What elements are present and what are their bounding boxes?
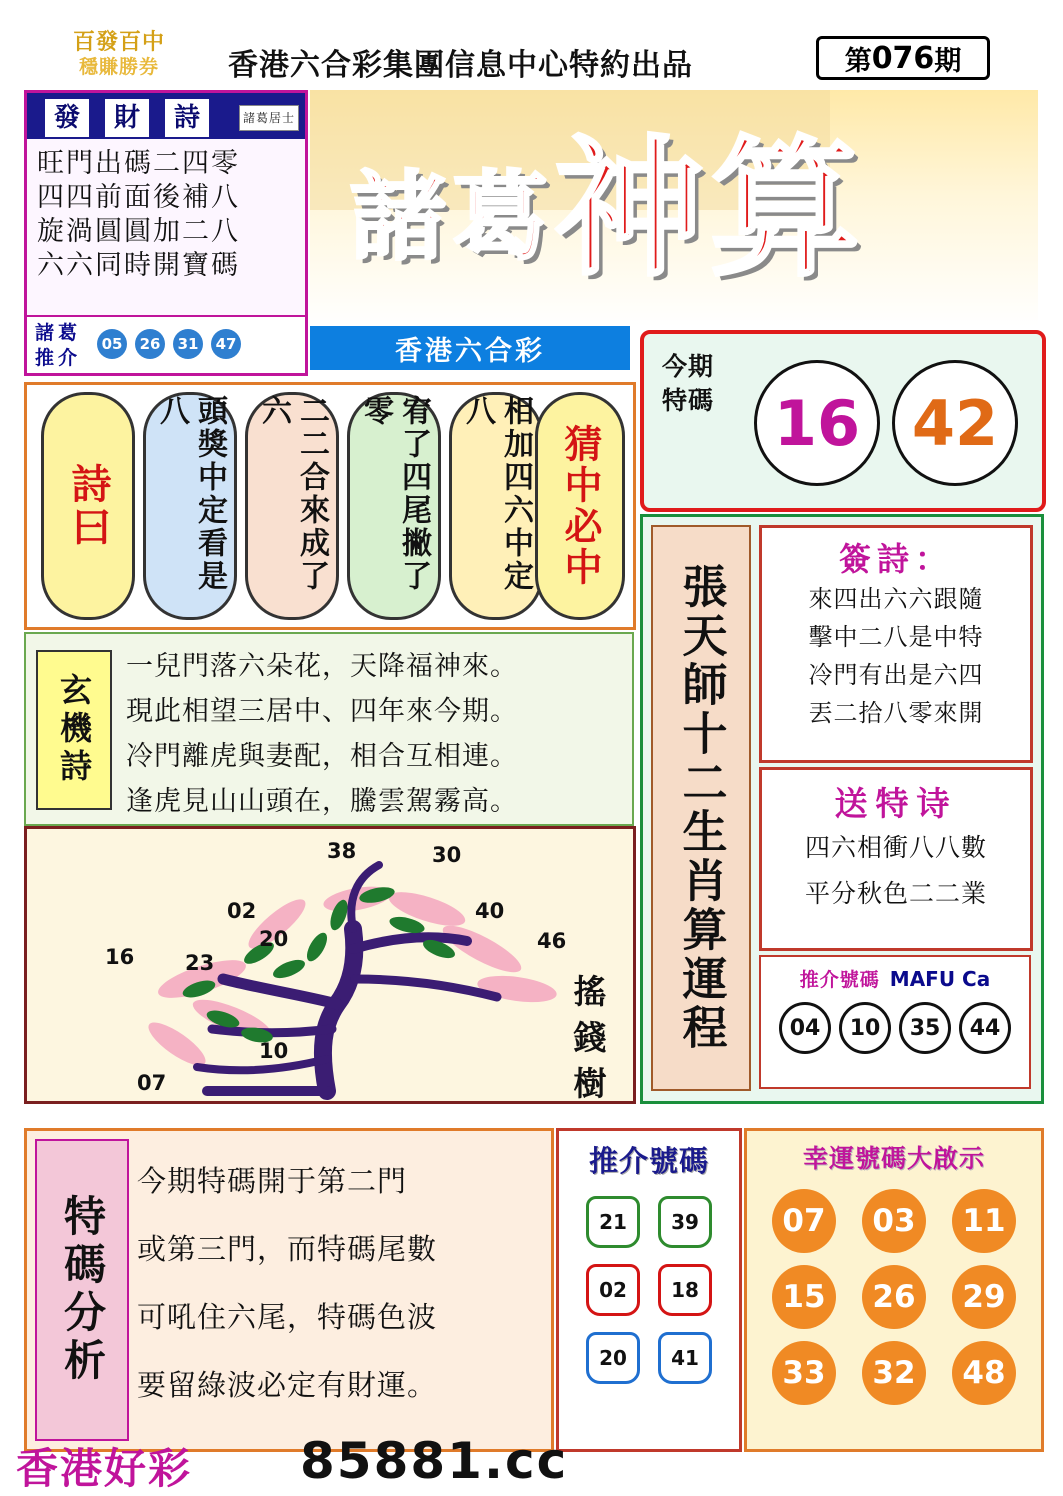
brand-logo bbox=[34, 30, 204, 80]
xuanji-label bbox=[36, 650, 112, 810]
tree-number: 38 bbox=[327, 839, 357, 863]
recommend-brand: MAFU Ca bbox=[889, 966, 991, 991]
number-ball: 04 bbox=[779, 1002, 831, 1054]
issue-suffix: 期 bbox=[934, 45, 962, 77]
number-ball: 02 bbox=[586, 1264, 640, 1316]
shi-yue-column bbox=[449, 392, 543, 620]
zhang-tianshi-panel bbox=[640, 514, 1044, 1104]
fortune-recommend-row bbox=[27, 315, 305, 373]
header bbox=[0, 0, 1063, 88]
number-ball: 39 bbox=[658, 1196, 712, 1248]
zhang-tianshi-title bbox=[651, 525, 751, 1091]
number-ball: 07 bbox=[772, 1189, 836, 1253]
xuanji-line: 現此相望三居中、四年來今期。 bbox=[126, 696, 518, 727]
qianshi-box bbox=[759, 525, 1033, 763]
shi-yue-column-text: 二二合來成了六 bbox=[256, 395, 329, 593]
fortune-title-char-2: 財 bbox=[105, 99, 149, 137]
zhang-tianshi-title-text: 張天師十二生肖算運程 bbox=[674, 563, 728, 1053]
lucky-numbers-title: 幸運號碼大啟示 bbox=[802, 1144, 985, 1173]
songteshi-box bbox=[759, 767, 1033, 951]
tree-number: 10 bbox=[259, 1039, 289, 1063]
songteshi-line: 四六相衝八八數 bbox=[804, 833, 987, 862]
special-number-label: 今期特碼 bbox=[661, 352, 714, 415]
xuanji-line: 一兒門落六朵花，天降福神來。 bbox=[126, 651, 518, 682]
logo-line-2: 穩賺勝券 bbox=[78, 56, 159, 78]
songteshi-title: 送特诗 bbox=[834, 784, 958, 823]
fortune-line: 旺門出碼二四零 bbox=[37, 148, 240, 179]
tree-number: 40 bbox=[475, 899, 505, 923]
number-ball: 11 bbox=[952, 1189, 1016, 1253]
xuanji-line: 冷門離虎與妻配，相合互相連。 bbox=[126, 741, 518, 772]
number-ball: 33 bbox=[772, 1341, 836, 1405]
number-ball: 48 bbox=[952, 1341, 1016, 1405]
number-ball: 20 bbox=[586, 1332, 640, 1384]
number-ball: 05 bbox=[97, 329, 127, 359]
fortune-recommend-label: 諸葛推介 bbox=[35, 322, 82, 369]
issue-number: 076 bbox=[871, 40, 935, 76]
qianshi-line: 丟二拾八零來開 bbox=[808, 699, 984, 727]
qianshi-line: 來四出六六跟隨 bbox=[808, 585, 984, 613]
number-ball: 26 bbox=[862, 1265, 926, 1329]
issue-badge bbox=[816, 36, 990, 80]
xuanji-line: 逢虎見山山頭在，騰雲駕霧高。 bbox=[126, 786, 518, 817]
number-ball: 41 bbox=[658, 1332, 712, 1384]
masthead-title bbox=[310, 90, 1038, 326]
qianshi-line: 擊中二八是中特 bbox=[808, 623, 984, 651]
special-number-ball: 42 bbox=[892, 360, 1018, 486]
lucky-numbers-grid bbox=[747, 1189, 1041, 1405]
issue-prefix: 第 bbox=[844, 45, 872, 77]
tema-analysis-body bbox=[137, 1147, 537, 1419]
xuanji-body bbox=[126, 644, 624, 824]
number-ball: 15 bbox=[772, 1265, 836, 1329]
shi-yue-left-cap-text: 詩曰 bbox=[65, 463, 112, 549]
shi-yue-right-cap bbox=[535, 392, 625, 620]
recommend-bottom-title: 推介號碼 bbox=[588, 1144, 709, 1178]
number-ball: 18 bbox=[658, 1264, 712, 1316]
tema-analysis-line: 或第三門，而特碼尾數 bbox=[137, 1232, 438, 1266]
fortune-poem-header bbox=[27, 93, 305, 139]
xuanji-poem-panel bbox=[24, 632, 634, 826]
recommend-bottom-row bbox=[559, 1264, 739, 1316]
fortune-poem-body bbox=[27, 139, 305, 283]
tema-analysis-line: 今期特碼開于第二門 bbox=[137, 1164, 408, 1198]
fortune-line: 六六同時開寶碼 bbox=[37, 250, 240, 281]
page-title: 香港六合彩集團信息中心特約出品 bbox=[228, 48, 693, 83]
number-ball: 29 bbox=[952, 1265, 1016, 1329]
masthead-char-1: 諸 bbox=[350, 159, 446, 273]
tema-analysis-line: 要留綠波必定有財運。 bbox=[137, 1368, 438, 1402]
shi-yue-column bbox=[143, 392, 237, 620]
fortune-poem-panel bbox=[24, 90, 308, 376]
logo-line-1: 百發百中 bbox=[72, 30, 165, 55]
number-ball: 21 bbox=[586, 1196, 640, 1248]
recommend-label: 推介號碼 bbox=[799, 969, 880, 991]
footer-watermark bbox=[0, 1432, 1063, 1492]
special-number-panel bbox=[640, 330, 1046, 512]
number-ball: 03 bbox=[862, 1189, 926, 1253]
masthead-text bbox=[350, 114, 1010, 304]
lucky-numbers-panel bbox=[744, 1128, 1044, 1452]
lottery-name-bar: 香港六合彩 bbox=[310, 326, 630, 370]
fortune-title-char-3: 詩 bbox=[165, 99, 209, 137]
xuanji-label-text: 玄機詩 bbox=[55, 673, 93, 787]
shi-yue-right-cap-text: 猜中必中 bbox=[558, 424, 603, 588]
masthead-char-2: 葛 bbox=[452, 159, 548, 273]
fortune-line: 四四前面後補八 bbox=[37, 182, 240, 213]
tree-number: 46 bbox=[537, 929, 567, 953]
number-ball: 10 bbox=[839, 1002, 891, 1054]
recommend-header bbox=[761, 965, 1029, 992]
number-ball: 26 bbox=[135, 329, 165, 359]
footer-site: 85881.cc bbox=[300, 1432, 569, 1490]
number-ball: 47 bbox=[211, 329, 241, 359]
recommend-bottom-row bbox=[559, 1332, 739, 1384]
tree-number: 23 bbox=[185, 951, 215, 975]
tree-number: 07 bbox=[137, 1071, 167, 1095]
shi-yue-column-text: 頭獎中定看是八 bbox=[154, 395, 227, 593]
footer-brand: 香港好彩 bbox=[16, 1444, 193, 1493]
songteshi-line: 平分秋色二二業 bbox=[804, 879, 987, 908]
money-tree-caption: 搖錢樹 bbox=[573, 972, 607, 1103]
recommend-numbers-box bbox=[759, 955, 1031, 1089]
shi-yue-column-text: 宥了四尾撇了零 bbox=[358, 395, 431, 593]
number-ball: 44 bbox=[959, 1002, 1011, 1054]
money-tree-panel bbox=[24, 826, 636, 1104]
shi-yue-column-text: 相加四六中定八 bbox=[460, 395, 533, 593]
fortune-author: 諸葛居士 bbox=[239, 105, 299, 131]
tree-number: 30 bbox=[432, 843, 462, 867]
tree-number: 02 bbox=[227, 899, 257, 923]
tree-number: 20 bbox=[259, 927, 289, 951]
recommend-bottom-row bbox=[559, 1196, 739, 1248]
fortune-title-char-1: 發 bbox=[45, 99, 89, 137]
number-ball: 35 bbox=[899, 1002, 951, 1054]
shi-yue-column bbox=[347, 392, 441, 620]
recommend-bottom-panel bbox=[556, 1128, 742, 1452]
tema-analysis-label-text: 特碼分析 bbox=[58, 1194, 107, 1386]
tree-number: 16 bbox=[105, 945, 135, 969]
fortune-line: 旋渦圓圓加二八 bbox=[37, 216, 240, 247]
masthead-char-4: 算 bbox=[710, 121, 861, 297]
shi-yue-panel bbox=[24, 382, 636, 630]
tema-analysis-line: 可吼住六尾，特碼色波 bbox=[137, 1300, 438, 1334]
fortune-recommend-balls bbox=[97, 329, 241, 359]
tema-analysis-label bbox=[35, 1139, 129, 1441]
number-ball: 32 bbox=[862, 1341, 926, 1405]
qianshi-line: 冷門有出是六四 bbox=[808, 661, 984, 689]
qianshi-title: 簽詩： bbox=[838, 540, 953, 578]
shi-yue-column bbox=[245, 392, 339, 620]
special-number-ball: 16 bbox=[754, 360, 880, 486]
shi-yue-left-cap bbox=[41, 392, 135, 620]
tema-analysis-panel bbox=[24, 1128, 554, 1452]
masthead-char-3: 神 bbox=[554, 121, 705, 297]
recommend-balls bbox=[761, 1002, 1029, 1054]
number-ball: 31 bbox=[173, 329, 203, 359]
